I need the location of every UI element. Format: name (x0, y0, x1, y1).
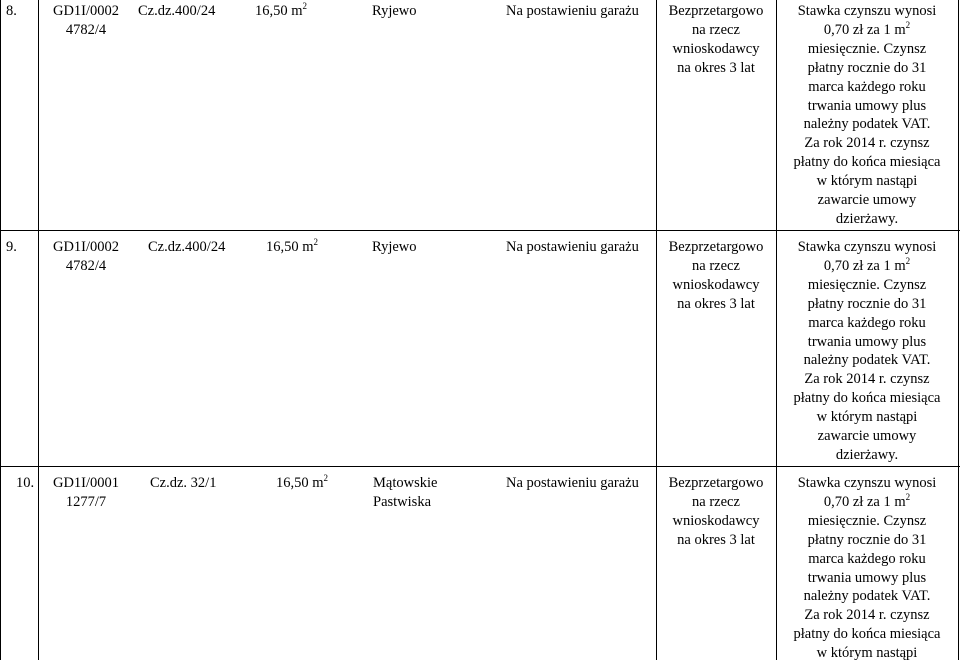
area-value: 16,50 m (255, 3, 303, 19)
area-value: 16,50 m (276, 475, 324, 491)
rent-terms (776, 238, 958, 465)
table-border-left (0, 0, 1, 660)
rent-line-2: 0,70 zł za 1 m (823, 21, 906, 38)
rent-terms (776, 474, 958, 663)
rent-details: miesięcznie. Czynsz płatny rocznie do 31 marca każdego roku trwania umowy plus należny podatek VAT. Za rok 2014 r. czynsz płatny do końca miesiąca w którym nastąpi zawarcie umowy dzierżawy. (793, 276, 941, 463)
row-divider (0, 230, 960, 231)
rent-details: miesięcznie. Czynsz płatny rocznie do 31 marca każdego roku trwania umowy plus należny podatek VAT. Za rok 2014 r. czynsz płatny do końca miesiąca w którym nastąpi (793, 512, 941, 662)
plot-id: GD1I/0001 1277/7 (52, 475, 120, 510)
row-number: 9. (6, 239, 17, 255)
plot-number: Cz.dz.400/24 (148, 239, 226, 255)
plot-number: Cz.dz.400/24 (138, 3, 216, 19)
area (276, 474, 328, 493)
area-unit-exponent: 2 (313, 237, 319, 248)
lease-mode: Bezprzetargowo na rzecz wnioskodawcy na okres 3 lat (668, 3, 764, 76)
location: Ryjewo (372, 239, 417, 255)
column-divider (656, 0, 657, 660)
row-number: 8. (6, 3, 17, 19)
rent-terms (776, 2, 958, 229)
purpose: Na postawieniu garażu (506, 3, 639, 19)
plot-number: Cz.dz. 32/1 (150, 475, 217, 491)
rent-line-2: 0,70 zł za 1 m (823, 257, 906, 274)
purpose: Na postawieniu garażu (506, 239, 639, 255)
rent-details: miesięcznie. Czynsz płatny rocznie do 31 marca każdego roku trwania umowy plus należny podatek VAT. Za rok 2014 r. czynsz płatny do końca miesiąca w którym nastąpi zawarcie umowy dzierżawy. (793, 40, 941, 227)
rent-line-2: 0,70 zł za 1 m (823, 493, 906, 510)
area-unit-exponent: 2 (323, 473, 329, 484)
lease-mode: Bezprzetargowo na rzecz wnioskodawcy na okres 3 lat (668, 475, 764, 548)
rent-line-1: Stawka czynszu wynosi (797, 475, 937, 491)
purpose: Na postawieniu garażu (506, 475, 639, 491)
plot-id: GD1I/0002 4782/4 (52, 3, 120, 38)
rent-line-1: Stawka czynszu wynosi (797, 3, 937, 19)
area (255, 2, 307, 21)
area-value: 16,50 m (266, 239, 314, 255)
rent-line-1: Stawka czynszu wynosi (797, 239, 937, 255)
plot-id: GD1I/0002 4782/4 (52, 239, 120, 274)
area-unit-exponent: 2 (302, 1, 308, 12)
rent-unit-exponent: 2 (905, 256, 911, 267)
lease-mode: Bezprzetargowo na rzecz wnioskodawcy na okres 3 lat (668, 239, 764, 312)
location: Ryjewo (372, 3, 417, 19)
table-border-right (958, 0, 959, 660)
rent-unit-exponent: 2 (905, 492, 911, 503)
area (266, 238, 318, 257)
row-number: 10. (16, 475, 35, 491)
location: Mątowskie Pastwiska (373, 475, 438, 510)
rent-unit-exponent: 2 (905, 20, 911, 31)
row-divider (0, 466, 960, 467)
column-divider (38, 0, 39, 660)
